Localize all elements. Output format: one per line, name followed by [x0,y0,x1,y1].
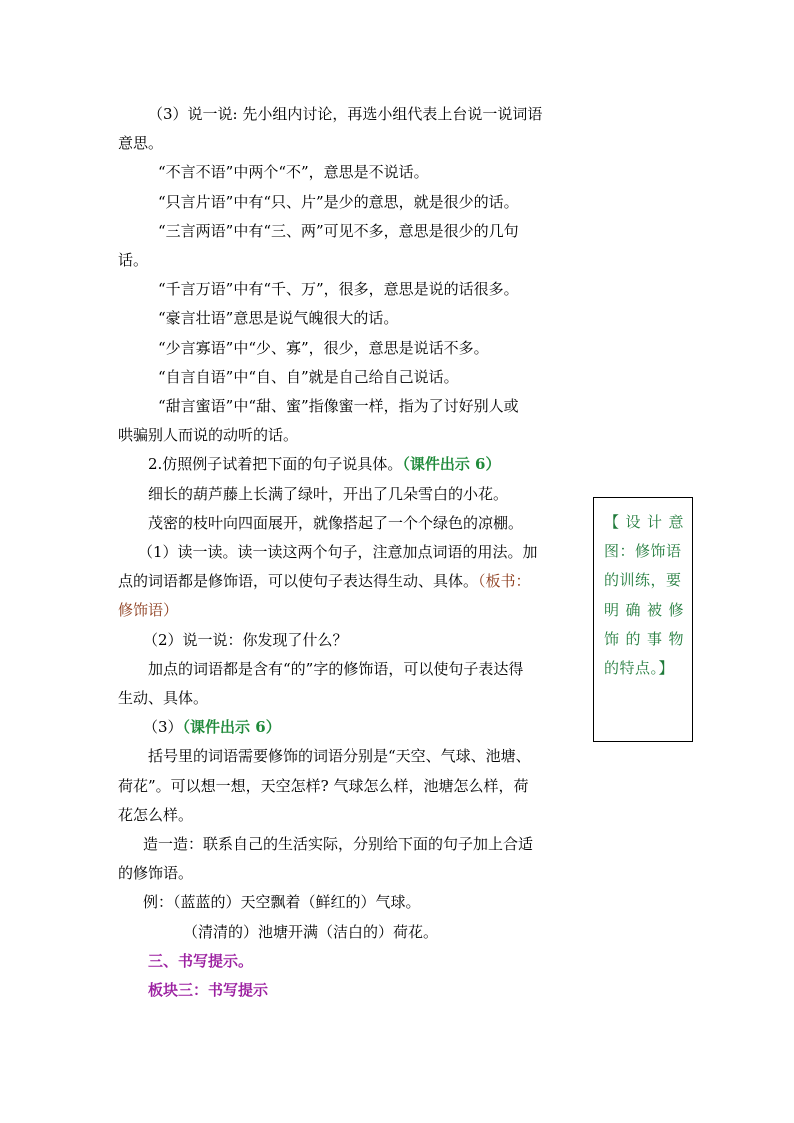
body-text: 点的词语都是修饰语，可以使句子表达得生动、具体。 [118,572,479,591]
paragraph-line: 话。 [118,251,149,270]
paragraph-line [118,713,564,742]
paragraph-line: “甜言蜜语”中“甜、蜜”指像蜜一样，指为了讨好别人或 [158,397,519,416]
paragraph-line: “豪言壮语”意思是说气魄很大的话。 [158,309,399,328]
blackboard-note: （板书： [478,572,531,591]
sidebar-line: 【设计意 [604,513,691,531]
instruction-text: 2.仿照例子试着把下面的句子说具体。 [148,455,403,474]
paragraph-line: 茂密的枝叶向四面展开，就像搭起了一个个绿色的凉棚。 [148,513,524,532]
main-text-column [118,100,564,1005]
sidebar-line: 的特点。】 [604,659,675,678]
paragraph-line: 的修饰语。 [118,864,194,883]
paragraph-line: 花怎么样。 [118,805,194,824]
paragraph-line: 意思。 [118,134,164,153]
paragraph-line: “三言两语”中有“三、两”可见不多，意思是很少的几句 [158,221,519,240]
sidebar-line: 饰的事物 [604,629,691,648]
paragraph-line: 哄骗别人而说的动听的话。 [118,426,299,445]
paragraph-line: 加点的词语都是含有“的”字的修饰语，可以使句子表达得 [148,659,524,678]
sidebar-line: 图：修饰语 [604,542,682,561]
example-line: （清清的）池塘开满（洁白的）荷花。 [183,922,439,941]
paragraph-line: （1）读一读。读一读这两个句子，注意加点词语的用法。加 [138,543,538,562]
paragraph-line: （2）说一说：你发现了什么？ [143,630,348,649]
section-heading: 三、书写提示。 [148,951,254,970]
paragraph-line: “少言寡语”中“少、寡”，很少，意思是说话不多。 [158,338,489,357]
paragraph-line: （3）说一说: 先小组内讨论，再选小组代表上台说一说词语 [148,105,543,123]
blackboard-note-continued: 修饰语） [118,601,179,620]
sidebar-line: 明确被修 [604,600,691,619]
example-line: 例：（蓝蓝的）天空飘着（鲜红的）气球。 [143,893,421,912]
paragraph-line [118,450,564,479]
courseware-note: （课件出示 6） [402,455,501,474]
paragraph-line: 造一造：联系自己的生活实际，分别给下面的句子加上合适 [143,835,534,854]
sidebar-line: 的训练，要 [604,571,682,590]
paragraph-line: “千言万语”中有“千、万”，很多，意思是说的话很多。 [158,280,519,299]
paragraph-line: “自言自语”中“自、自”就是自己给自己说话。 [158,367,459,386]
paragraph-line: 生动、具体。 [118,689,209,708]
item-number: （3） [143,718,183,737]
paragraph-line: 细长的葫芦藤上长满了绿叶，开出了几朵雪白的小花。 [148,484,509,503]
paragraph-line: “只言片语”中有“只、片”是少的意思，就是很少的话。 [158,192,519,211]
paragraph-line: 荷花”。可以想一想，天空怎样? 气球怎么样，池塘怎么样，荷 [118,776,529,795]
block-heading: 板块三：书写提示 [148,981,269,1000]
design-intent-box [593,497,693,742]
courseware-note: （课件出示 6） [182,718,281,737]
paragraph-line: “不言不语”中两个“不”，意思是不说话。 [158,163,429,182]
paragraph-line [118,567,564,596]
paragraph-line: 括号里的词语需要修饰的词语分别是“天空、气球、池塘、 [148,747,531,766]
